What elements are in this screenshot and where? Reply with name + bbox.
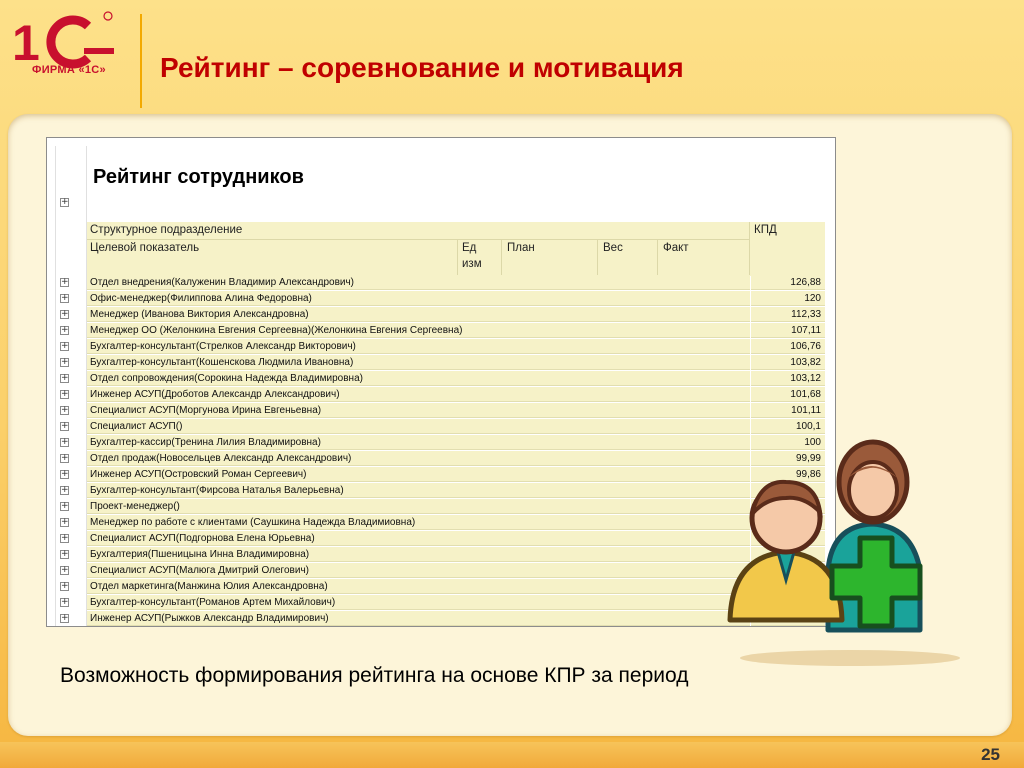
row-kpd-value: 100,1 [751,419,825,434]
expand-plus-icon[interactable]: + [61,437,69,447]
table-row[interactable] [47,355,835,371]
row-employee: Отдел внедрения(Калуженин Владимир Александрович) [87,275,750,290]
column-kpd[interactable]: КПД [754,224,777,236]
table-row[interactable] [47,451,835,467]
header-divider-line [87,239,749,240]
header-divider-line [657,239,658,276]
logo-subtitle: ФИРМА «1С» [32,64,106,76]
footer-band [0,742,1024,768]
table-row[interactable] [47,483,835,499]
table-row[interactable] [47,275,835,291]
expand-plus-icon[interactable]: + [61,581,69,591]
table-row[interactable] [47,579,835,595]
rating-report [46,137,836,627]
row-employee: Отдел маркетинга(Манжина Юлия Александровна) [87,579,750,594]
expand-plus-icon[interactable]: + [61,405,69,415]
header-divider-line [457,239,458,276]
row-employee: Специалист АСУП(Подгорнова Елена Юрьевна) [87,531,750,546]
expand-plus-icon[interactable]: + [61,485,69,495]
table-row[interactable] [47,323,835,339]
column-fact[interactable]: Факт [663,242,689,254]
table-row[interactable] [47,435,835,451]
row-kpd-value: 99,86 [751,467,825,482]
row-employee: Бухгалтер-консультант(Стрелков Александр Викторович) [87,339,750,354]
row-kpd-value: 106,76 [751,339,825,354]
header-divider-line [501,239,502,276]
expand-plus-icon[interactable]: + [61,341,69,351]
expand-plus-icon[interactable]: + [61,197,69,207]
expand-plus-icon[interactable]: + [61,565,69,575]
table-row[interactable] [47,387,835,403]
column-plan[interactable]: План [507,242,535,254]
logo-1c [10,8,128,92]
expand-plus-icon[interactable]: + [61,501,69,511]
row-employee: Бухгалтерия(Пшеницына Инна Владимировна) [87,547,750,562]
row-employee: Отдел сопровождения(Сорокина Надежда Владимировна) [87,371,750,386]
table-row[interactable] [47,611,835,627]
row-employee: Инженер АСУП(Островский Роман Сергеевич) [87,467,750,482]
header-divider [140,14,142,108]
page-title: Рейтинг – соревнование и мотивация [160,52,684,83]
table-row[interactable] [47,499,835,515]
row-kpd-value: 101,68 [751,387,825,402]
expand-plus-icon[interactable]: + [61,309,69,319]
expand-plus-icon[interactable]: + [61,469,69,479]
row-employee: Проект-менеджер() [87,499,750,514]
row-employee: Инженер АСУП(Рыжков Александр Владимирович) [87,611,750,626]
report-title: Рейтинг сотрудников [93,166,304,188]
table-row[interactable] [47,547,835,563]
row-kpd-value: 101,11 [751,403,825,418]
row-kpd-value: 103,82 [751,355,825,370]
row-employee: Бухгалтер-кассир(Тренина Лилия Владимировна) [87,435,750,450]
header-divider-line [597,239,598,276]
column-unit-line2[interactable]: изм [462,258,482,270]
caption: Возможность формирования рейтинга на основе КПР за период [60,664,689,687]
column-dept[interactable]: Структурное подразделение [90,224,243,236]
expand-plus-icon[interactable]: + [61,533,69,543]
row-employee: Инженер АСУП(Дроботов Александр Александрович) [87,387,750,402]
column-unit-line1[interactable]: Ед [462,242,477,254]
row-kpd-value: 112,33 [751,307,825,322]
expand-plus-icon[interactable]: + [61,325,69,335]
row-employee: Менеджер по работе с клиентами (Саушкина Надежда Владимиовна) [87,515,750,530]
row-employee: Офис-менеджер(Филиппова Алина Федоровна) [87,291,750,306]
svg-text:1: 1 [12,15,40,71]
row-employee: Менеджер ОО (Желонкина Евгения Сергеевна)(Желонкина Евгения Сергеевна) [87,323,750,338]
table-row[interactable] [47,531,835,547]
column-weight[interactable]: Вес [603,242,623,254]
expand-plus-icon[interactable]: + [61,293,69,303]
row-kpd-value: 99,99 [751,451,825,466]
table-row[interactable] [47,339,835,355]
row-kpd-value: 103,12 [751,371,825,386]
table-row[interactable] [47,291,835,307]
row-kpd-value: 100 [751,435,825,450]
expand-plus-icon[interactable]: + [61,373,69,383]
expand-plus-icon[interactable]: + [61,277,69,287]
row-kpd-value: 120 [751,291,825,306]
expand-plus-icon[interactable]: + [61,549,69,559]
row-employee: Специалист АСУП(Малюга Дмитрий Олегович) [87,563,750,578]
row-kpd-value: 107,11 [751,323,825,338]
expand-plus-icon[interactable]: + [61,517,69,527]
row-employee: Менеджер (Иванова Виктория Александровна) [87,307,750,322]
row-kpd-value: 126,88 [751,275,825,290]
expand-plus-icon[interactable]: + [61,389,69,399]
table-row[interactable] [47,371,835,387]
table-row[interactable] [47,515,835,531]
table-row[interactable] [47,307,835,323]
header [0,0,1024,110]
table-row[interactable] [47,403,835,419]
row-employee: Бухгалтер-консультант(Кошенскова Людмила Ивановна) [87,355,750,370]
table-row[interactable] [47,595,835,611]
expand-plus-icon[interactable]: + [61,421,69,431]
expand-plus-icon[interactable]: + [61,597,69,607]
row-employee: Специалист АСУП(Моргунова Ирина Евгеньевна) [87,403,750,418]
table-row[interactable] [47,467,835,483]
table-header [87,222,825,276]
people-add-illustration [720,430,960,670]
expand-plus-icon[interactable]: + [61,613,69,623]
row-employee: Бухгалтер-консультант(Романов Артем Михайлович) [87,595,750,610]
expand-plus-icon[interactable]: + [61,453,69,463]
header-divider-line [749,222,750,276]
row-employee: Бухгалтер-консультант(Фирсова Наталья Валерьевна) [87,483,750,498]
page-number: 25 [981,745,1000,764]
table-row[interactable] [47,419,835,435]
expand-plus-icon[interactable]: + [61,357,69,367]
row-employee: Отдел продаж(Новосельцев Александр Александрович) [87,451,750,466]
table-row[interactable] [47,563,835,579]
row-employee: Специалист АСУП() [87,419,750,434]
column-target[interactable]: Целевой показатель [90,242,200,254]
